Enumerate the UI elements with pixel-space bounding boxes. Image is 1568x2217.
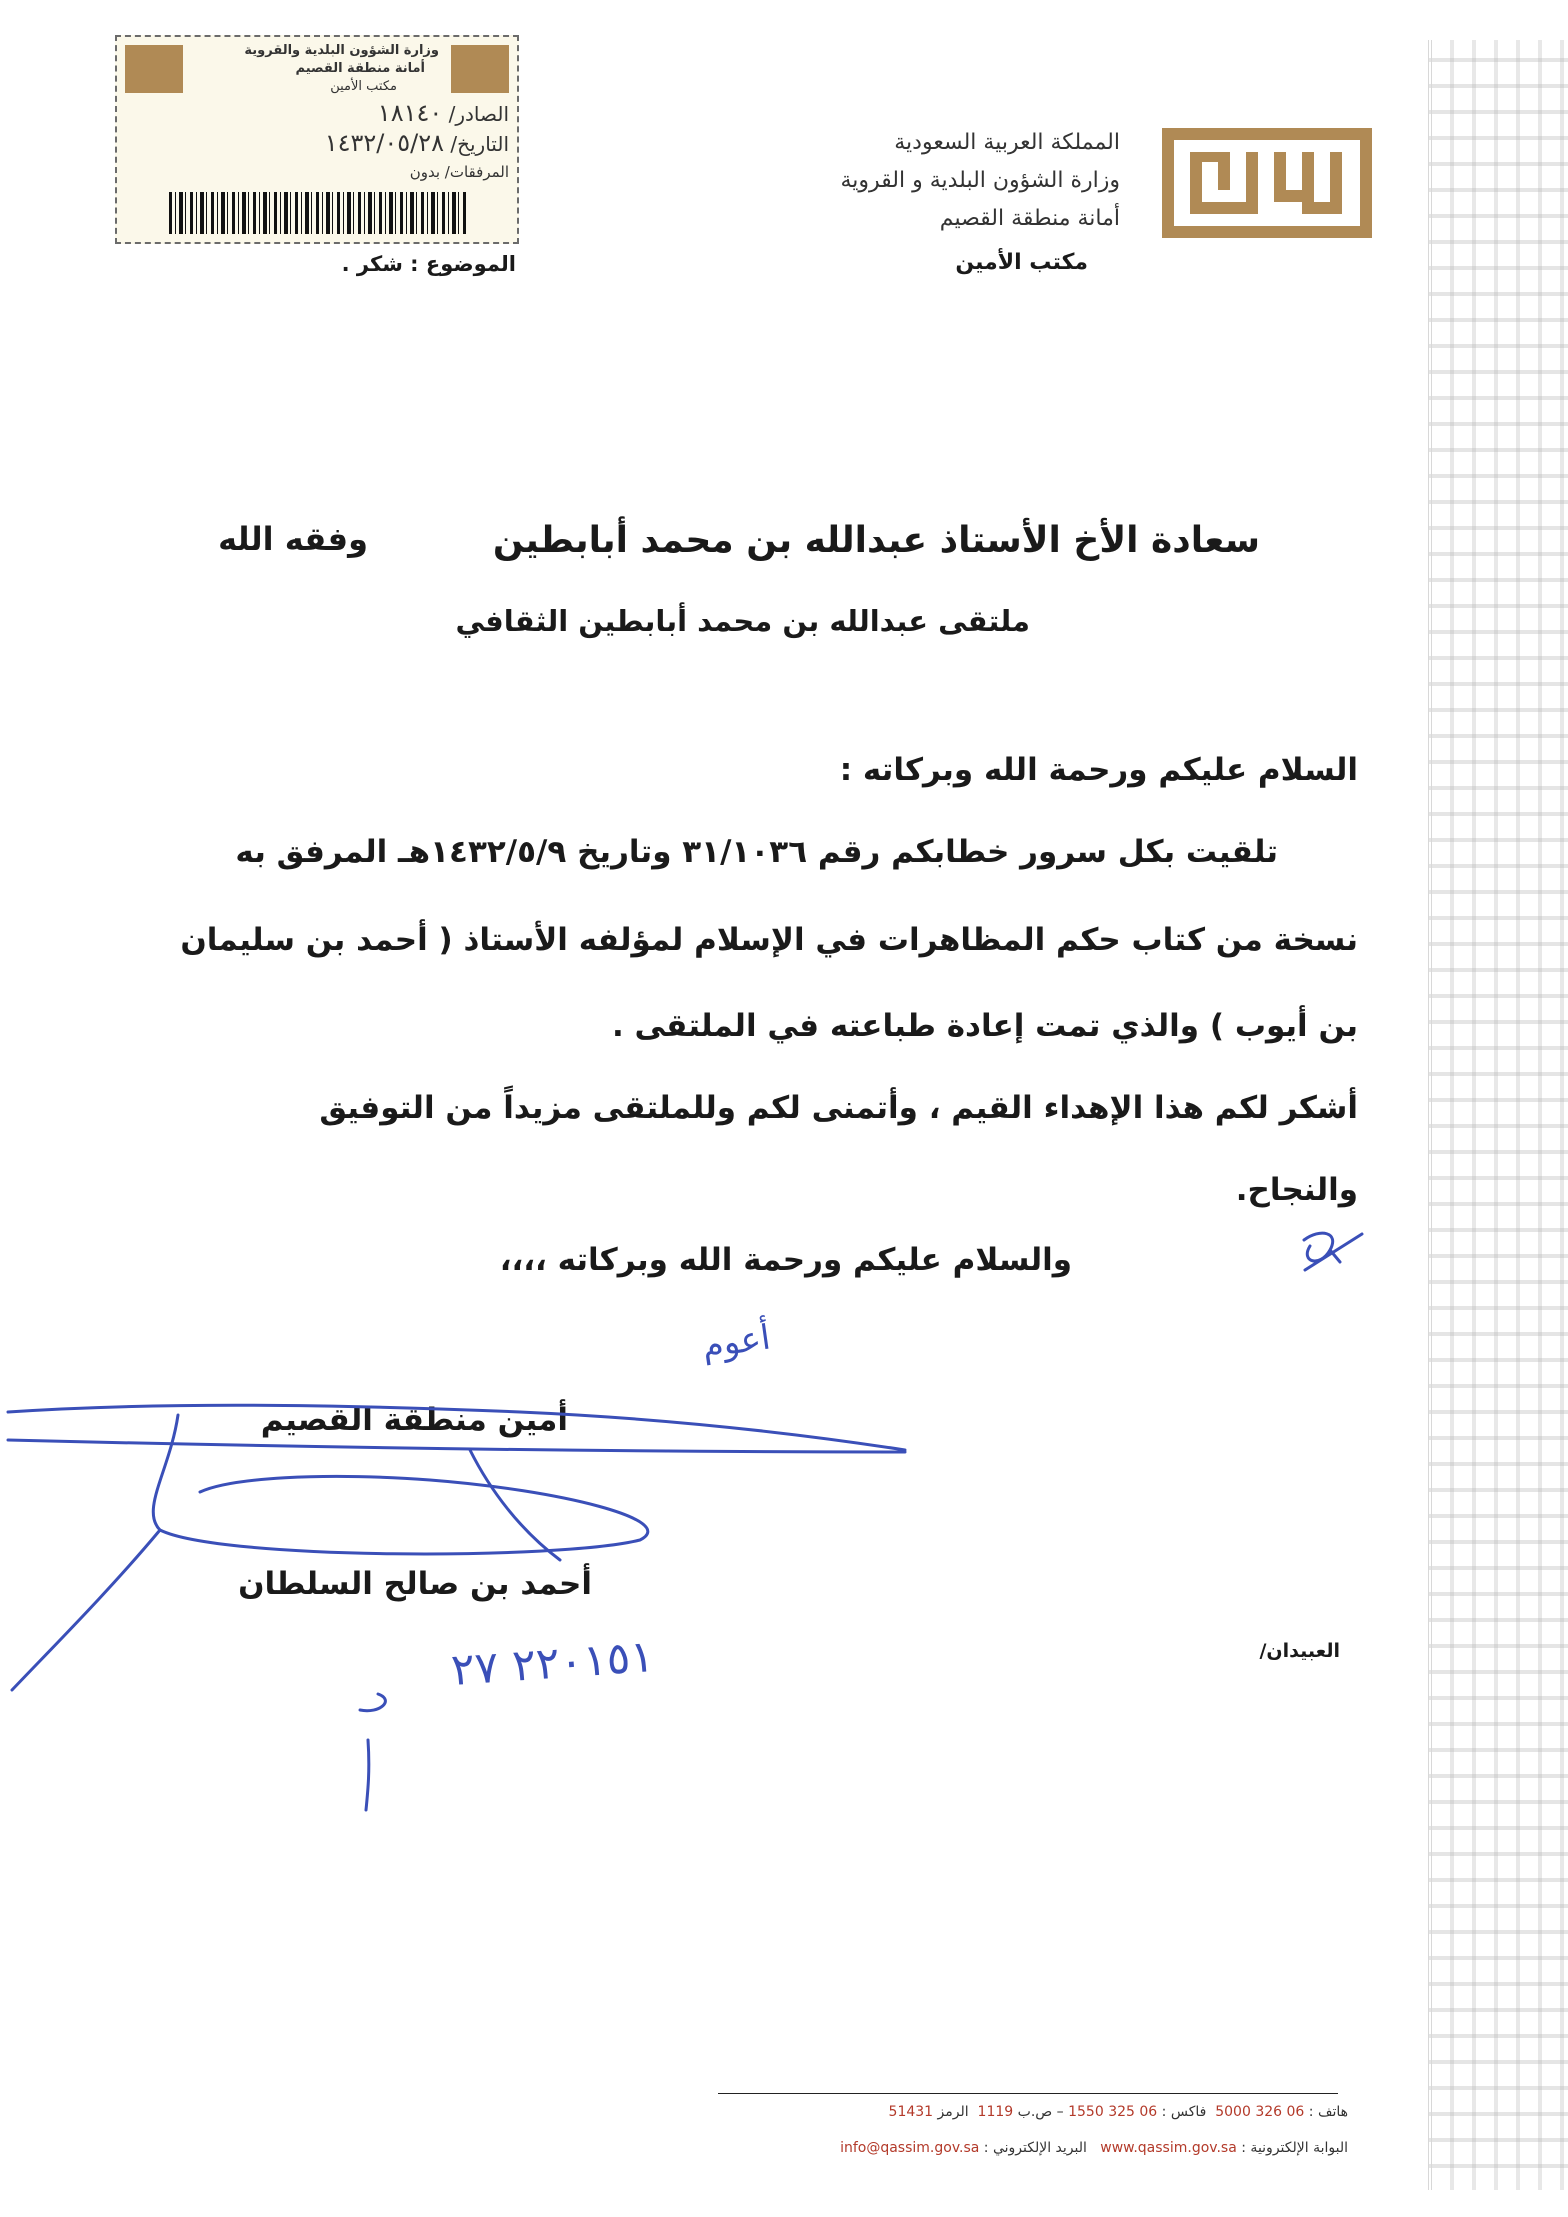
footer-portal-label: البوابة الإلكترونية : [1241,2140,1348,2156]
initials: العبيدان/ [1259,1640,1340,1662]
footer-postal: 51431 [888,2104,934,2120]
amana-qassim-logo-icon [1162,128,1372,238]
stamp-attachments: المرفقات/ بدون [409,163,509,181]
closing: والسلام عليكم ورحمة الله وبركاته ،،،، [499,1242,1072,1278]
subject-line: الموضوع : شكر . [341,252,516,276]
footer-pobox-label: ص.ب [1017,2104,1053,2120]
forum-name: ملتقى عبدالله بن محمد أبابطين الثقافي [455,604,1030,638]
header-office: مكتب الأمين [955,250,1088,275]
footer-web-line [840,2140,1348,2156]
body-line: تلقيت بكل سرور خطابكم رقم ٣١/١٠٣٦ وتاريخ ١٤٣٢/٥/٩هـ المرفق به [235,834,1278,870]
greeting: السلام عليكم ورحمة الله وبركاته : [839,752,1358,788]
blessing: وفقه الله [218,520,368,558]
stamp-office: مكتب الأمين [330,79,397,94]
footer-contact-line: هاتف : 06 326 5000 فاكس : 06 325 1550 – ص.ب 1119 الرمز 51431 [888,2104,1348,2120]
stamp-logo-right-icon [451,45,509,93]
stamp-outgoing-number: ١٨١٤٠ [377,99,443,127]
handwritten-note: أعوم [699,1317,773,1367]
footer-email-link[interactable]: info@qassim.gov.sa [840,2140,980,2156]
footer-divider [718,2093,1338,2094]
footer-phone-label: هاتف : [1308,2104,1348,2120]
body-line: نسخة من كتاب حكم المظاهرات في الإسلام لمؤلفه الأستاذ ( أحمد بن سليمان [180,922,1358,958]
stamp-outgoing-row [378,99,509,127]
stamp-date-value: ١٤٣٢/٠٥/٢٨ [324,129,444,157]
footer-fax-label: فاكس : [1161,2104,1207,2120]
footer-email-label: البريد الإلكتروني : [983,2140,1087,2156]
footer-pobox: 1119 [977,2104,1014,2120]
barcode [169,192,469,234]
body-line: بن أيوب ) والذي تمت إعادة طباعته في الملتقى . [611,1008,1358,1044]
handwritten-number: ٢٢٠١٥١ ٢٧ [449,1630,656,1697]
body-line: أشكر لكم هذا الإهداء القيم ، وأتمنى لكم وللملتقى مزيداً من التوفيق [319,1090,1358,1126]
footer-website-link[interactable]: www.qassim.gov.sa [1100,2140,1237,2156]
stamp-municipality: أمانة منطقة القصيم [295,61,425,76]
stamp-outgoing-label: الصادر/ [448,102,509,126]
addressee: سعادة الأخ الأستاذ عبدالله بن محمد أبابطين [492,520,1260,561]
registration-stamp [115,35,519,244]
stamp-logo-left-icon [125,45,183,93]
stamp-date-label: التاريخ/ [450,132,509,156]
footer-phone: 06 326 5000 [1215,2104,1305,2120]
stamp-date-row [325,129,509,157]
stamp-ministry: وزارة الشؤون البلدية والقروية [244,43,439,58]
header-municipality: أمانة منطقة القصيم [939,206,1120,231]
signatory-name: أحمد بن صالح السلطان [238,1566,592,1602]
header-ministry: وزارة الشؤون البلدية و القروية [840,168,1120,193]
footer-fax: 06 325 1550 [1068,2104,1158,2120]
header-kingdom: المملكة العربية السعودية [894,130,1120,155]
signatory-title: أمين منطقة القصيم [260,1402,568,1438]
decorative-border-pattern [1428,40,1568,2190]
body-line: والنجاح. [1235,1172,1358,1208]
footer-postal-label: الرمز [937,2104,969,2120]
